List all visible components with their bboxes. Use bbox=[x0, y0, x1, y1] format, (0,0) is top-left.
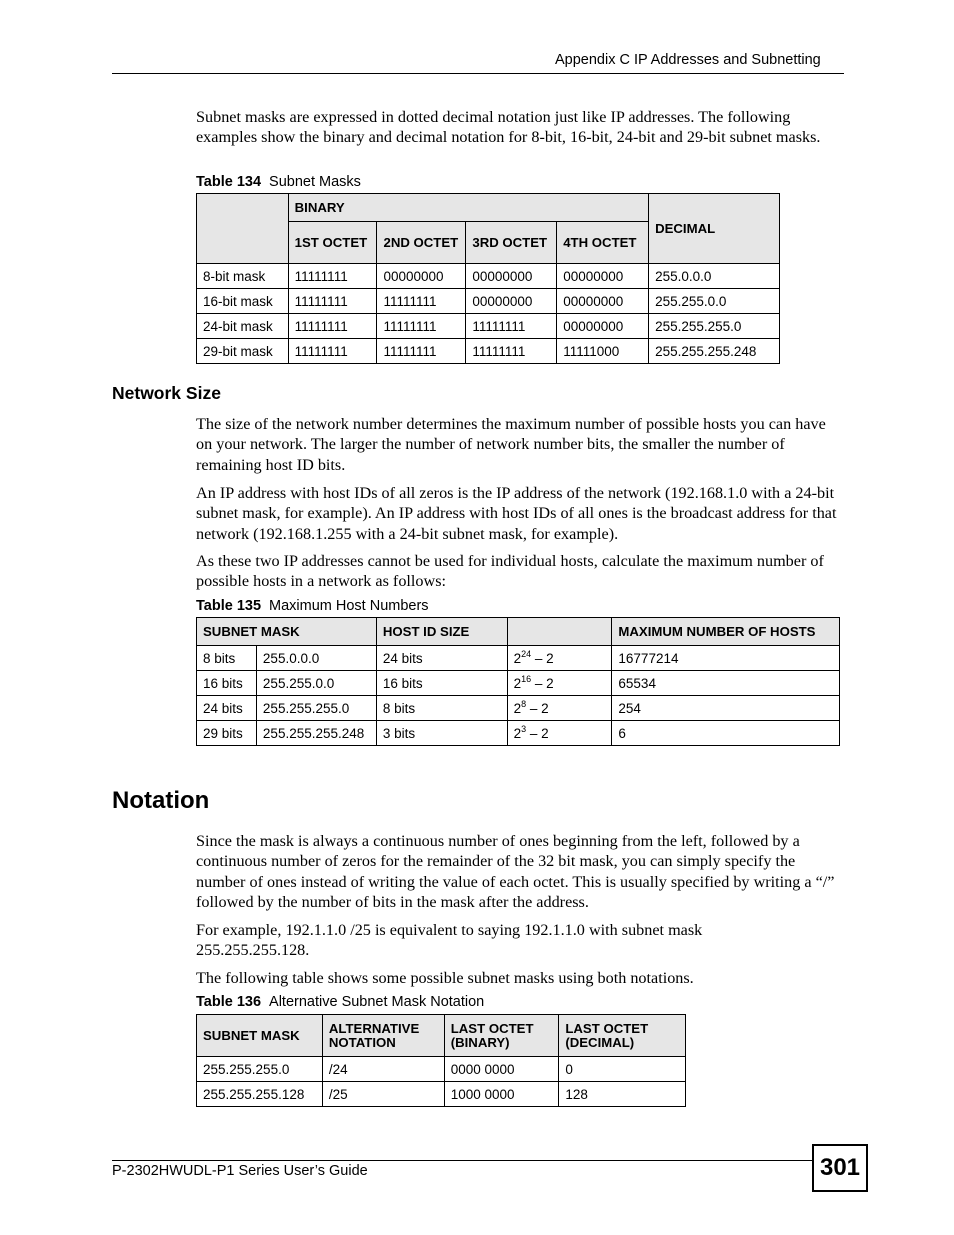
table-cell: 00000000 bbox=[377, 264, 466, 289]
table-cell: 00000000 bbox=[466, 264, 557, 289]
table-cell: 11111111 bbox=[288, 314, 377, 339]
table-row bbox=[197, 1082, 686, 1107]
table-cell: 255.255.255.0 bbox=[649, 314, 780, 339]
table-cell: 65534 bbox=[612, 671, 840, 696]
notation-paragraph-2: For example, 192.1.1.0 /25 is equivalent to saying 192.1.1.0 with subnet mask 255.255.255.128. bbox=[196, 921, 703, 960]
table-cell: 11111111 bbox=[288, 339, 377, 364]
formula-exponent: 24 bbox=[521, 648, 532, 659]
table-cell: 16777214 bbox=[612, 646, 840, 671]
table-135-header: SUBNET MASK bbox=[197, 618, 377, 646]
table-135-header: MAXIMUM NUMBER OF HOSTS bbox=[612, 618, 840, 646]
formula-minus: – 2 bbox=[531, 650, 554, 666]
table-136-caption bbox=[196, 994, 484, 1010]
table-cell: 254 bbox=[612, 696, 840, 721]
table-cell: 00000000 bbox=[557, 264, 649, 289]
table-134-title: Subnet Masks bbox=[269, 174, 361, 190]
table-cell: 00000000 bbox=[466, 289, 557, 314]
footer-rule bbox=[112, 1160, 812, 1161]
table-cell bbox=[507, 646, 612, 671]
formula-exponent: 8 bbox=[521, 698, 527, 709]
table-cell: 16 bits bbox=[197, 671, 257, 696]
table-cell: 3 bits bbox=[376, 721, 507, 746]
table-cell: 24 bits bbox=[197, 696, 257, 721]
table-136-header: LAST OCTET (DECIMAL) bbox=[559, 1015, 686, 1057]
table-cell: /25 bbox=[322, 1082, 444, 1107]
table-cell: 8 bits bbox=[376, 696, 507, 721]
notation-heading: Notation bbox=[112, 787, 210, 814]
table-cell: 128 bbox=[559, 1082, 686, 1107]
table-135-header bbox=[507, 618, 612, 646]
formula-minus: – 2 bbox=[531, 675, 554, 691]
formula-base: 2 bbox=[513, 725, 522, 741]
table-cell: 00000000 bbox=[557, 314, 649, 339]
table-136-header: LAST OCTET (BINARY) bbox=[444, 1015, 559, 1057]
table-row bbox=[197, 646, 840, 671]
formula-minus: – 2 bbox=[526, 725, 549, 741]
table-135-title: Maximum Host Numbers bbox=[269, 598, 429, 614]
table-135-max-host-numbers bbox=[196, 617, 840, 746]
table-134-octet-header: 2ND OCTET bbox=[377, 222, 466, 264]
table-cell bbox=[507, 671, 612, 696]
table-cell: 0000 0000 bbox=[444, 1057, 559, 1082]
table-row bbox=[197, 314, 780, 339]
table-cell: 16-bit mask bbox=[197, 289, 289, 314]
table-cell: 1000 0000 bbox=[444, 1082, 559, 1107]
table-134-label: Table 134 bbox=[196, 174, 262, 190]
table-cell: 6 bbox=[612, 721, 840, 746]
table-cell bbox=[507, 721, 612, 746]
table-cell: 11111111 bbox=[288, 264, 377, 289]
table-cell: 255.255.255.128 bbox=[197, 1082, 323, 1107]
table-134-corner-header bbox=[197, 194, 289, 264]
table-136-header: ALTERNATIVE NOTATION bbox=[322, 1015, 444, 1057]
table-cell: 11111111 bbox=[288, 289, 377, 314]
table-cell: 29 bits bbox=[197, 721, 257, 746]
table-cell: 255.255.0.0 bbox=[256, 671, 376, 696]
table-row bbox=[197, 264, 780, 289]
table-cell: 255.255.255.248 bbox=[256, 721, 376, 746]
formula-exponent: 16 bbox=[521, 673, 532, 684]
table-cell: 24-bit mask bbox=[197, 314, 289, 339]
table-cell: 8-bit mask bbox=[197, 264, 289, 289]
table-136-label: Table 136 bbox=[196, 994, 262, 1010]
table-134-subnet-masks bbox=[196, 193, 780, 364]
table-cell: 255.255.255.0 bbox=[256, 696, 376, 721]
table-cell: 11111111 bbox=[466, 314, 557, 339]
network-size-heading: Network Size bbox=[112, 383, 221, 403]
table-135-caption bbox=[196, 598, 429, 614]
table-row bbox=[197, 696, 840, 721]
formula-minus: – 2 bbox=[526, 700, 549, 716]
table-row bbox=[197, 721, 840, 746]
running-header: Appendix C IP Addresses and Subnetting bbox=[555, 52, 821, 68]
table-134-decimal-header: DECIMAL bbox=[649, 194, 780, 264]
table-row bbox=[197, 1057, 686, 1082]
page-number: 301 bbox=[812, 1144, 868, 1192]
table-row bbox=[197, 289, 780, 314]
intro-paragraph: Subnet masks are expressed in dotted decimal notation just like IP addresses. The following examples show the binary and decimal notation for 8-bit, 16-bit, 24-bit and 29-bit subnet masks. bbox=[196, 108, 821, 147]
table-cell: 0 bbox=[559, 1057, 686, 1082]
table-cell: /24 bbox=[322, 1057, 444, 1082]
footer-guide-title: P-2302HWUDL-P1 Series User’s Guide bbox=[112, 1163, 368, 1179]
table-cell: 11111111 bbox=[466, 339, 557, 364]
table-row bbox=[197, 339, 780, 364]
table-134-octet-header: 3RD OCTET bbox=[466, 222, 557, 264]
table-cell: 11111111 bbox=[377, 339, 466, 364]
table-cell: 11111111 bbox=[377, 314, 466, 339]
table-136-alternative-notation bbox=[196, 1014, 686, 1107]
table-134-binary-header: BINARY bbox=[288, 194, 648, 222]
table-row bbox=[197, 671, 840, 696]
table-cell: 00000000 bbox=[557, 289, 649, 314]
table-cell: 255.255.255.0 bbox=[197, 1057, 323, 1082]
table-cell: 24 bits bbox=[376, 646, 507, 671]
table-135-header: HOST ID SIZE bbox=[376, 618, 507, 646]
table-cell: 16 bits bbox=[376, 671, 507, 696]
table-134-caption bbox=[196, 174, 361, 190]
table-136-title: Alternative Subnet Mask Notation bbox=[269, 994, 485, 1010]
header-rule bbox=[112, 73, 844, 74]
table-cell: 255.255.0.0 bbox=[649, 289, 780, 314]
table-cell: 29-bit mask bbox=[197, 339, 289, 364]
formula-exponent: 3 bbox=[521, 723, 527, 734]
table-134-octet-header: 4TH OCTET bbox=[557, 222, 649, 264]
table-cell: 255.0.0.0 bbox=[256, 646, 376, 671]
table-cell: 8 bits bbox=[197, 646, 257, 671]
network-size-paragraph-1: The size of the network number determines the maximum number of possible hosts you can have on your network. The larger the number of network number bits, the smaller the number of remaining host ID bits. bbox=[196, 415, 826, 474]
table-cell: 255.0.0.0 bbox=[649, 264, 780, 289]
table-136-header: SUBNET MASK bbox=[197, 1015, 323, 1057]
formula-base: 2 bbox=[513, 675, 522, 691]
network-size-paragraph-2: An IP address with host IDs of all zeros is the IP address of the network (192.168.1.0 with a 24-bit subnet mask, for example). An IP address with host IDs of all ones is the broadcast address for that network (192.168.1.255 with a 24-bit subnet mask, for example). bbox=[196, 484, 837, 543]
table-cell: 11111000 bbox=[557, 339, 649, 364]
table-cell: 255.255.255.248 bbox=[649, 339, 780, 364]
formula-base: 2 bbox=[513, 700, 522, 716]
table-cell: 11111111 bbox=[377, 289, 466, 314]
table-134-octet-header: 1ST OCTET bbox=[288, 222, 377, 264]
notation-paragraph-3: The following table shows some possible subnet masks using both notations. bbox=[196, 969, 694, 987]
network-size-paragraph-3: As these two IP addresses cannot be used for individual hosts, calculate the maximum number of possible hosts in a network as follows: bbox=[196, 552, 824, 591]
notation-paragraph-1: Since the mask is always a continuous number of ones beginning from the left, followed by a continuous number of zeros for the remainder of the 32 bit mask, you can simply specify the number of ones instead of writing the value of each octet. This is usually specified by writing a “/” followed by the number of bits in the mask after the address. bbox=[196, 832, 835, 911]
table-135-label: Table 135 bbox=[196, 598, 262, 614]
formula-base: 2 bbox=[513, 650, 522, 666]
table-cell bbox=[507, 696, 612, 721]
